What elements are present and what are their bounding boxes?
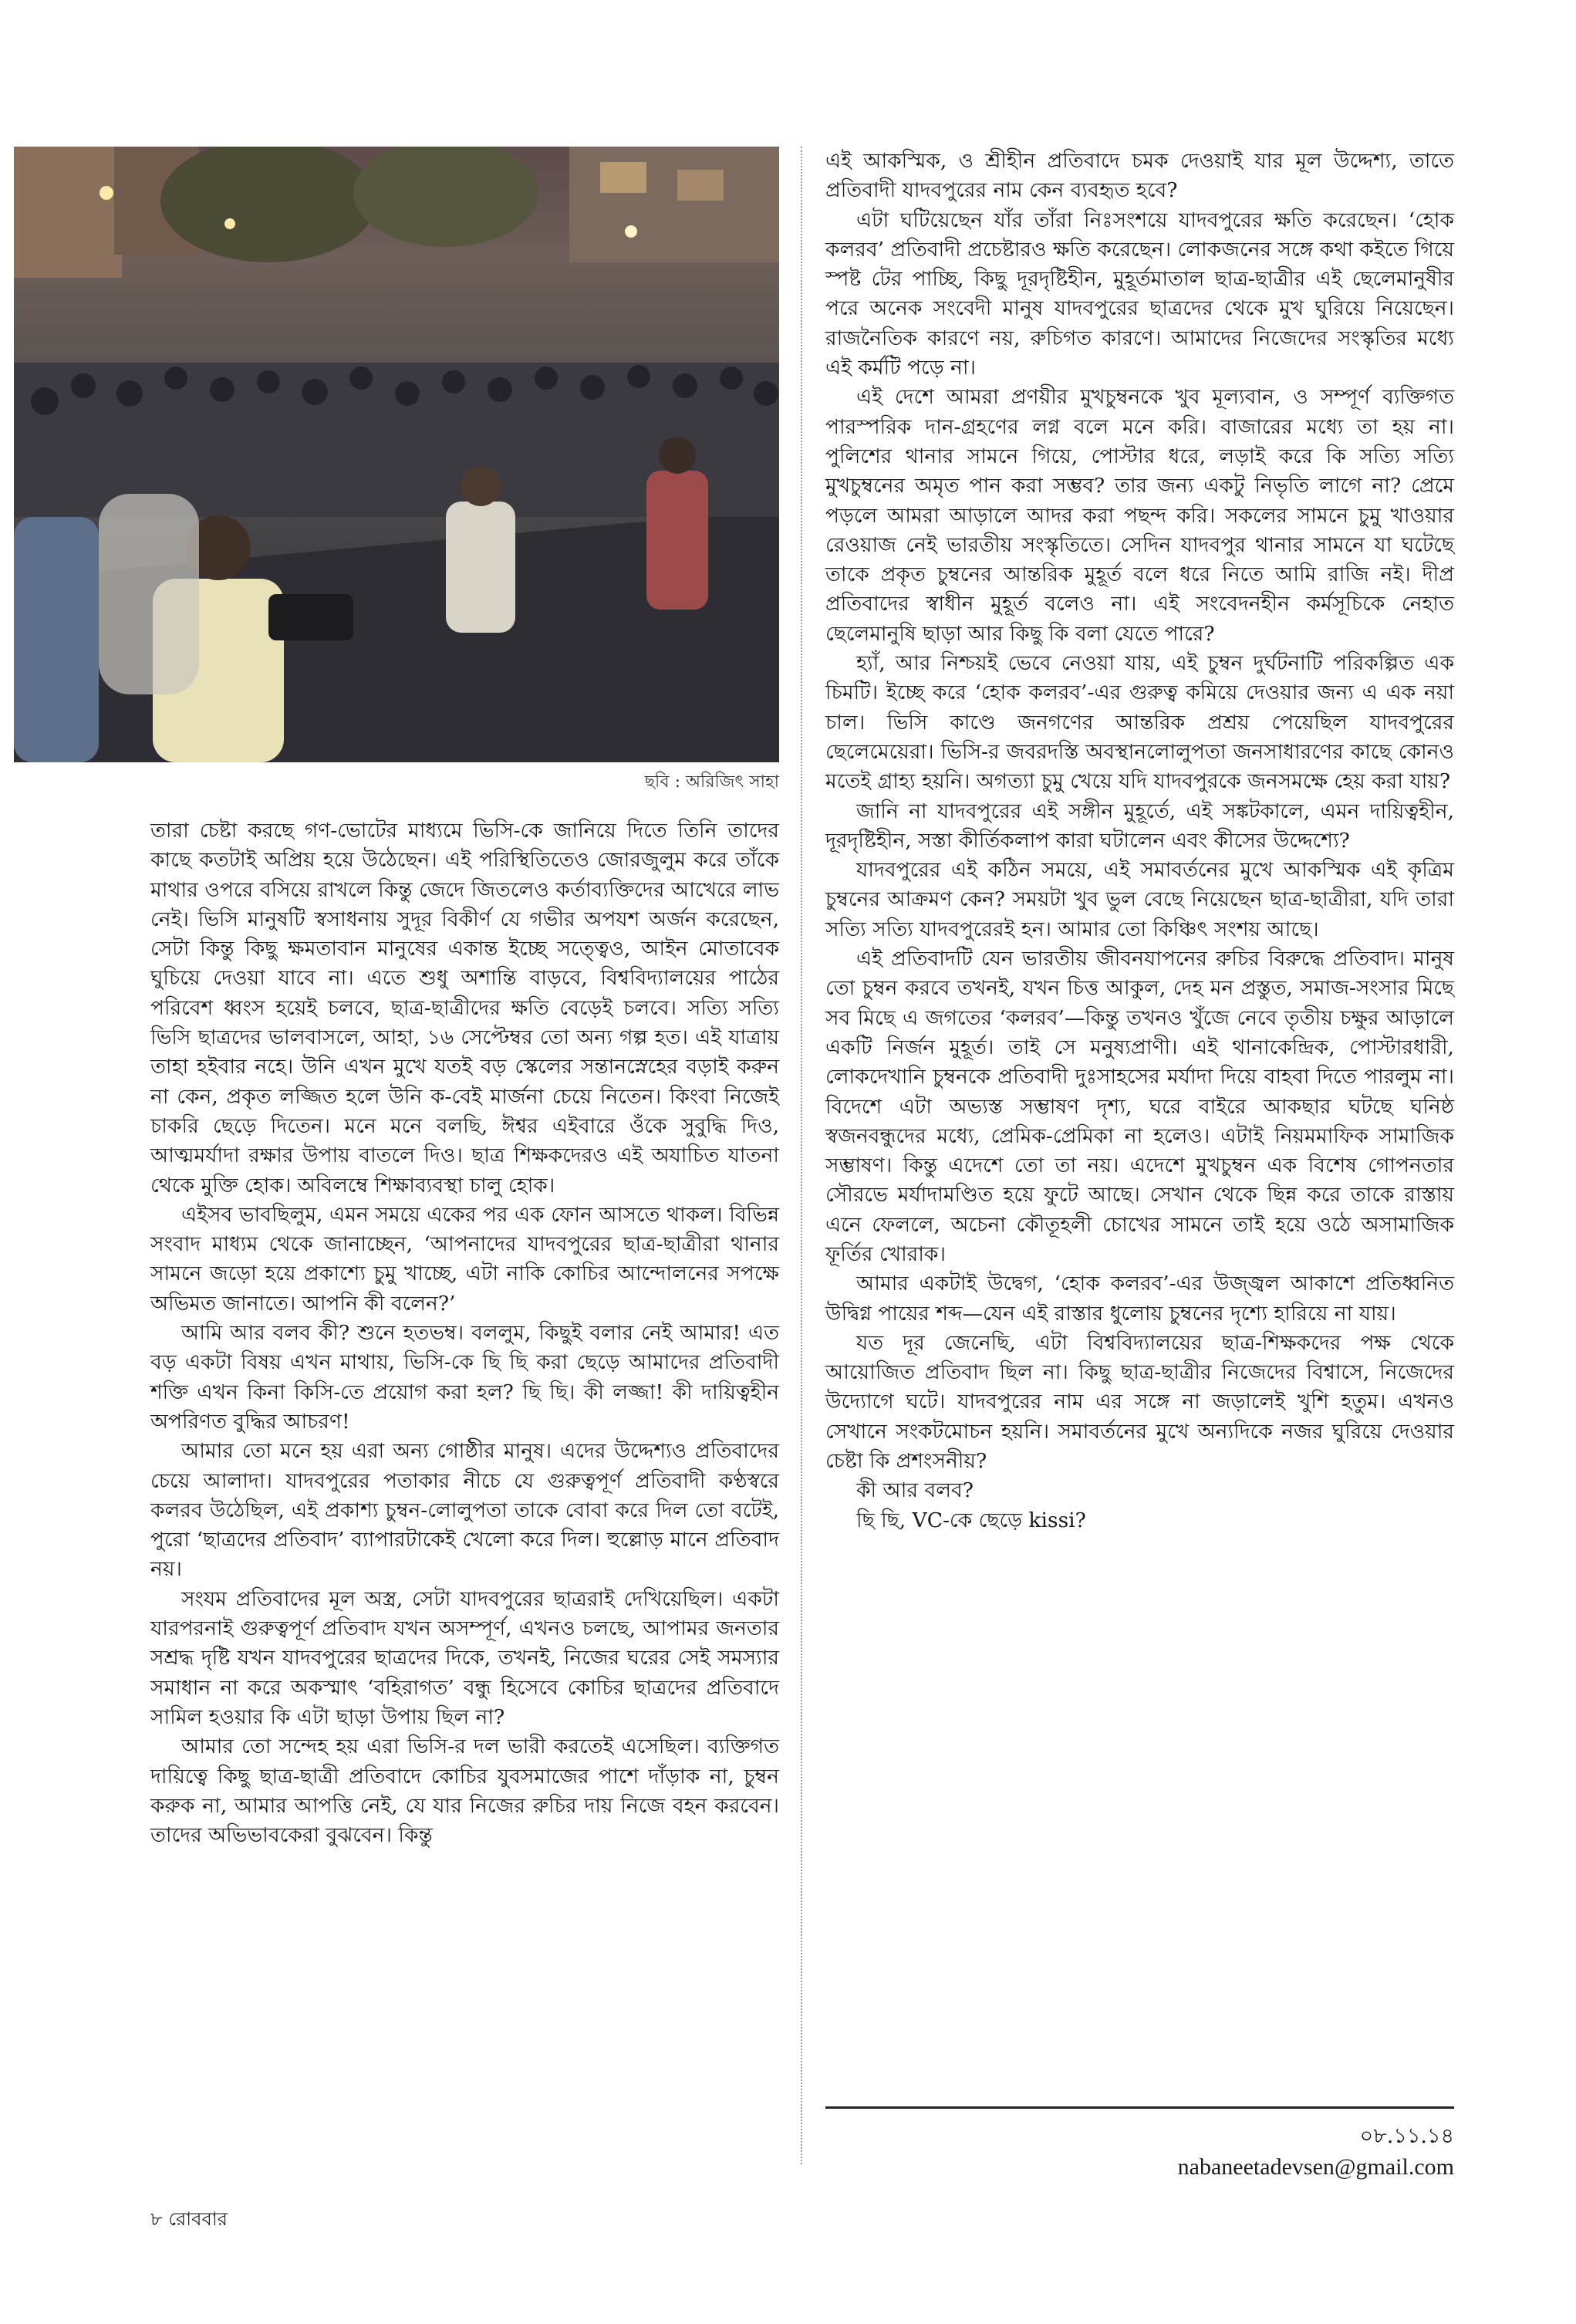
paragraph: এইসব ভাবছিলুম, এমন সময়ে একের পর এক ফোন আসতে থাকল। বিভিন্ন সংবাদ মাধ্যম থেকে জানাচ্ছেন, ‘আপনাদের যাদবপুরের ছাত্র-ছাত্রীরা থানার সামনে জড়ো হয়ে প্রকাশ্যে চুমু খাচ্ছে, এটা নাকি কোচির আন্দোলনের সপক্ষে অভিমত জানাতে। আপনি কী বলেন?’ bbox=[150, 1202, 779, 1316]
building-left bbox=[14, 147, 122, 278]
paragraph: আমার তো সন্দেহ হয় এরা ভিসি-র দল ভারী করতেই এসেছিল। ব্যক্তিগত দায়িত্বে কিছু ছাত্র-ছাত্রী প্রতিবাদে কোচির যুবসমাজের পাশে দাঁড়াক না, চুম্বন করুক না, আমার আপত্তি নেই, যে যার নিজের রুচির দায় নিজে বহন করবেন। তাদের অভিভাবকেরা বুঝবেন। কিন্তু bbox=[150, 1735, 779, 1848]
paragraph: এটা ঘটিয়েছেন যাঁর তাঁরা নিঃসংশয়ে যাদবপুরের ক্ষতি করেছেন। ‘হোক কলরব’ প্রতিবাদী প্রচেষ্টারও ক্ষতি করেছেন। লোকজনের সঙ্গে কথা কইতে গিয়ে স্পষ্ট টের পাচ্ছি, কিছু দূরদৃষ্টিহীন, মুহূর্তমাতাল ছাত্র-ছাত্রীর এই ছেলেমানুষীর পরে অনেক সংবেদী মানুষ যাদবপুরের ছাত্রদের থেকে মুখ ঘুরিয়ে নিয়েছেন। রাজনৈতিক কারণে নয়, রুচিগত কারণে। আমাদের নিজেদের সংস্কৃতির মধ্যে এই কর্মটি পড়ে না। bbox=[825, 208, 1454, 380]
paragraph: সংযম প্রতিবাদের মূল অস্ত্র, সেটা যাদবপুরের ছাত্ররাই দেখিয়েছিল। একটা যারপরনাই গুরুত্বপূর্ণ প্রতিবাদ যখন অসম্পূর্ণ, এখনও চলছে, আপামর জনতার সশ্রদ্ধ দৃষ্টি যখন যাদবপুরের ছাত্রদের দিকে, তখনই, নিজের ঘরের সেই সমস্যার সমাধান না করে অকস্মাৎ ‘বহিরাগত’ বন্ধু হিসেবে কোচির ছাত্রদের প্রতিবাদে সামিল হওয়ার কি এটা ছাড়া উপায় ছিল না? bbox=[150, 1586, 779, 1729]
paragraph: যত দূর জেনেছি, এটা বিশ্ববিদ্যালয়ের ছাত্র-শিক্ষকদের পক্ষ থেকে আয়োজিত প্রতিবাদ ছিল না। কিছু ছাত্র-ছাত্রীর নিজেদের বিশ্বাসে, নিজেদের উদ্যোগে ঘটে। যাদবপুরের নাম এর সঙ্গে না জড়ালেই খুশি হতুম। এখনও সেখানে সংকটমোচন হয়নি। সমাবর্তনের মুখে অন্যদিকে নজর ঘুরিয়ে দেওয়ার চেষ্টা কি প্রশংসনীয়? bbox=[825, 1330, 1454, 1474]
window-lit-2 bbox=[677, 170, 724, 201]
page-footer: ৮ রোববার bbox=[150, 2208, 228, 2230]
end-rule bbox=[825, 2106, 1454, 2109]
person-check-shirt bbox=[646, 471, 708, 610]
paragraph: আমি আর বলব কী? শুনে হতভম্ব। বললুম, কিছুই বলার নেই আমার! এত বড় একটা বিষয় এখন মাথায়, ভিসি-কে ছি ছি করা ছেড়ে আমাদের প্রতিবাদী শক্তি এখন কিনা কিসি-তে প্রয়োগ করা হল? ছি ছি। কী লজ্জা! কী দায়িত্বহীন অপরিণত বুদ্ধির আচরণ! bbox=[150, 1321, 779, 1434]
window-lit bbox=[600, 162, 646, 193]
paragraph: আমার তো মনে হয় এরা অন্য গোষ্ঠীর মানুষ। এদের উদ্দেশ্যও প্রতিবাদের চেয়ে আলাদা। যাদবপুরের পতাকার নীচে যে গুরুত্বপূর্ণ প্রতিবাদী কণ্ঠস্বরে কলরব উঠেছিল, এই প্রকাশ্য চুম্বন-লোলুপতা তাকে বোবা করে দিল তো বটেই, পুরো ‘ছাত্রদের প্রতিবাদ’ ব্যাপারটাকেই খেলো করে দিল। হুল্লোড় মানে প্রতিবাদ নয়। bbox=[150, 1439, 779, 1582]
paragraph: এই প্রতিবাদটি যেন ভারতীয় জীবনযাপনের রুচির বিরুদ্ধে প্রতিবাদ। মানুষ তো চুম্বন করবে তখনই, যখন চিত্ত আকুল, দেহ মন প্রস্তুত, সমাজ-সংসার মিছে সব মিছে এ জগতের ‘কলরব’—কিন্তু তখনও খুঁজে নেবে তৃতীয় চক্ষুর আড়ালে একটি নির্জন মুহূর্ত। তাই সে মনুষ্যপ্রাণী। এই থানাকেন্দ্রিক, পোস্টারধারী, লোকদেখানি চুম্বনকে প্রতিবাদী দুঃসাহসের মর্যাদা দিয়ে বাহবা দিতে পারলুম না। বিদেশে এটা অভ্যস্ত সম্ভাষণ দৃশ্য, ঘরে বাইরে আকছার ঘটছে ঘনিষ্ঠ স্বজনবন্ধুদের মধ্যে, প্রেমিক-প্রেমিকা না হলেও। এটাই নিয়মমাফিক সামাজিক সম্ভাষণ। কিন্তু এদেশে তো তা নয়। এদেশে মুখচুম্বন এক বিশেষ গোপনতার সৌরভে মর্যাদামণ্ডিত হয়ে ফুটে আছে। সেখান থেকে ছিন্ন করে তাকে রাস্তায় এনে ফেললে, অচেনা কৌতূহলী চোখের সামনে তাই হয়ে ওঠে অসামাজিক ফূর্তির খোরাক। bbox=[825, 947, 1454, 1266]
paragraph: ছি ছি, VC-কে ছেড়ে kissi? bbox=[856, 1508, 1086, 1532]
paragraph: আমার একটাই উদ্বেগ, ‘হোক কলরব’-এর উজ্জ্বল আকাশে প্রতিধ্বনিত উদ্বিগ্ন পায়ের শব্দ—যেন এই রাস্তার ধুলোয় চুম্বনের দৃশ্যে হারিয়ে না যায়। bbox=[825, 1272, 1454, 1326]
person-head-2 bbox=[659, 437, 696, 474]
column-divider bbox=[801, 147, 802, 2164]
protest-photo bbox=[14, 147, 779, 762]
right-column bbox=[825, 147, 1454, 1535]
tree-canopy-2 bbox=[353, 147, 538, 247]
street-light-2 bbox=[224, 218, 235, 229]
person-left-edge bbox=[14, 517, 99, 762]
street-light bbox=[100, 186, 113, 200]
person-white-shirt bbox=[446, 502, 515, 633]
author-email: nabaneetadevsen@gmail.com bbox=[1177, 2154, 1454, 2180]
paragraph: এই দেশে আমরা প্রণয়ীর মুখচুম্বনকে খুব মূল্যবান, ও সম্পূর্ণ ব্যক্তিগত পারস্পরিক দান-গ্রহণের লগ্ন বলে মনে করি। বাজারের মধ্যে তা হয় না। পুলিশের থানার সামনে গিয়ে, পোস্টার ধরে, লড়াই করে কি সত্যি সত্যি মুখচুম্বনের অমৃত পান করা সম্ভব? তার জন্য একটু নিভৃতি লাগে না? প্রেমে পড়লে আমরা আড়ালে আদর করা পছন্দ করি। সকলের সামনে চুমু খাওয়ার রেওয়াজ নেই ভারতীয় সংস্কৃতিতে। সেদিন যাদবপুর থানার সামনে যা ঘটেছে তাকে প্রকৃত চুম্বনের আন্তরিক মুহূর্ত বলে ধরে নিতে আমি রাজি নই। দীপ্র প্রতিবাদের স্বাধীন মুহূর্ত বলেও না। এই সংবেদনহীন কর্মসূচিকে নেহাত ছেলেমানুষি ছাড়া আর কিছু কি বলা যেতে পারে? bbox=[825, 385, 1454, 646]
photo-caption: ছবি : অরিজিৎ সাহা bbox=[644, 772, 779, 792]
paragraph: যাদবপুরের এই কঠিন সময়ে, এই সমাবর্তনের মুখে আকস্মিক এই কৃত্রিম চুম্বনের আক্রমণ কেন? সময়টা খুব ভুল বেছে নিয়েছেন ছাত্র-ছাত্রীরা, যদি তারা সত্যি সত্যি যাদবপুরেরই হন। আমার তো কিঞ্চিৎ সংশয় আছে। bbox=[825, 858, 1454, 941]
video-camera bbox=[268, 594, 353, 640]
paragraph: কী আর বলব? bbox=[856, 1478, 974, 1503]
blurred-figure bbox=[99, 494, 199, 694]
paragraph: এই আকস্মিক, ও শ্রীহীন প্রতিবাদে চমক দেওয়াই যার মূল উদ্দেশ্য, তাতে প্রতিবাদী যাদবপুরের নাম কেন ব্যবহৃত হবে? bbox=[825, 149, 1454, 203]
person-head bbox=[461, 466, 501, 506]
article-date: ০৮.১১.১৪ bbox=[1359, 2124, 1454, 2148]
paragraph: হ্যাঁ, আর নিশ্চয়ই ভেবে নেওয়া যায়, এই চুম্বন দুর্ঘটনাটি পরিকল্পিত এক চিমটি। ইচ্ছে করে ‘হোক কলরব’-এর গুরুত্ব কমিয়ে দেওয়ার জন্য এ এক নয়া চাল। ভিসি কাণ্ডে জনগণের আন্তরিক প্রশ্রয় পেয়েছিল যাদবপুরের ছেলেমেয়েরা। ভিসি-র জবরদস্তি অবস্থানলোলুপতা জনসাধারণের কাছে কোনও মতেই গ্রাহ্য হয়নি। অগত্যা চুমু খেয়ে যদি যাদবপুরকে জনসমক্ষে হেয় করা যায়? bbox=[825, 651, 1454, 794]
paragraph: তারা চেষ্টা করছে গণ-ভোটের মাধ্যমে ভিসি-কে জানিয়ে দিতে তিনি তাদের কাছে কতটাই অপ্রিয় হয়ে উঠেছেন। এই পরিস্থিতিতেও জোরজুলুম করে তাঁকে মাথার ওপরে বসিয়ে রাখলে কিন্তু জেদে জিতলেও কর্তাব্যক্তিদের আখেরে লাভ নেই। ভিসি মানুষটি স্বসাধনায় সুদূর বিকীর্ণ যে গভীর অপযশ অর্জন করেছেন, সেটা কিন্তু কিছু ক্ষমতাবান মানুষের একান্ত ইচ্ছে সত্ত্বেও, আইন মোতাবেক ঘুচিয়ে দেওয়া যাবে না। এতে শুধু অশান্তি বাড়বে, বিশ্ববিদ্যালয়ের পাঠের পরিবেশ ধ্বংস হয়েই চলবে, ছাত্র-ছাত্রীদের ক্ষতি বেড়েই চলবে। সত্যি সত্যি ভিসি ছাত্রদের ভালবাসলে, আহা, ১৬ সেপ্টেম্বর তো অন্য গল্প হত। এই যাত্রায় তাহা হইবার নহে। উনি এখন মুখে যতই বড় স্কেলের সন্তানস্নেহের বড়াই করুন না কেন, প্রকৃত লজ্জিত হলে উনি ক-বেই মার্জনা চেয়ে নিতেন। কিংবা নিজেই চাকরি ছেড়ে দিতেন। মনে মনে বলছি, ঈশ্বর এইবারে ওঁকে সুবুদ্ধি দিও, আত্মমর্যাদা রক্ষার উপায় বাতলে দিও। ছাত্র শিক্ষকদেরও এই অযাচিত যাতনা থেকে মুক্তি হোক। অবিলম্বে শিক্ষাব্যবস্থা চালু হোক। bbox=[150, 819, 779, 1197]
left-column bbox=[150, 816, 779, 1850]
paragraph: জানি না যাদবপুরের এই সঙ্গীন মুহূর্তে, এই সঙ্কটকালে, এমন দায়িত্বহীন, দূরদৃষ্টিহীন, সস্তা কীর্তিকলাপ কারা ঘটালেন এবং কীসের উদ্দেশ্যে? bbox=[825, 799, 1454, 853]
crowd-illustration bbox=[14, 147, 779, 762]
street-light-3 bbox=[625, 225, 637, 238]
